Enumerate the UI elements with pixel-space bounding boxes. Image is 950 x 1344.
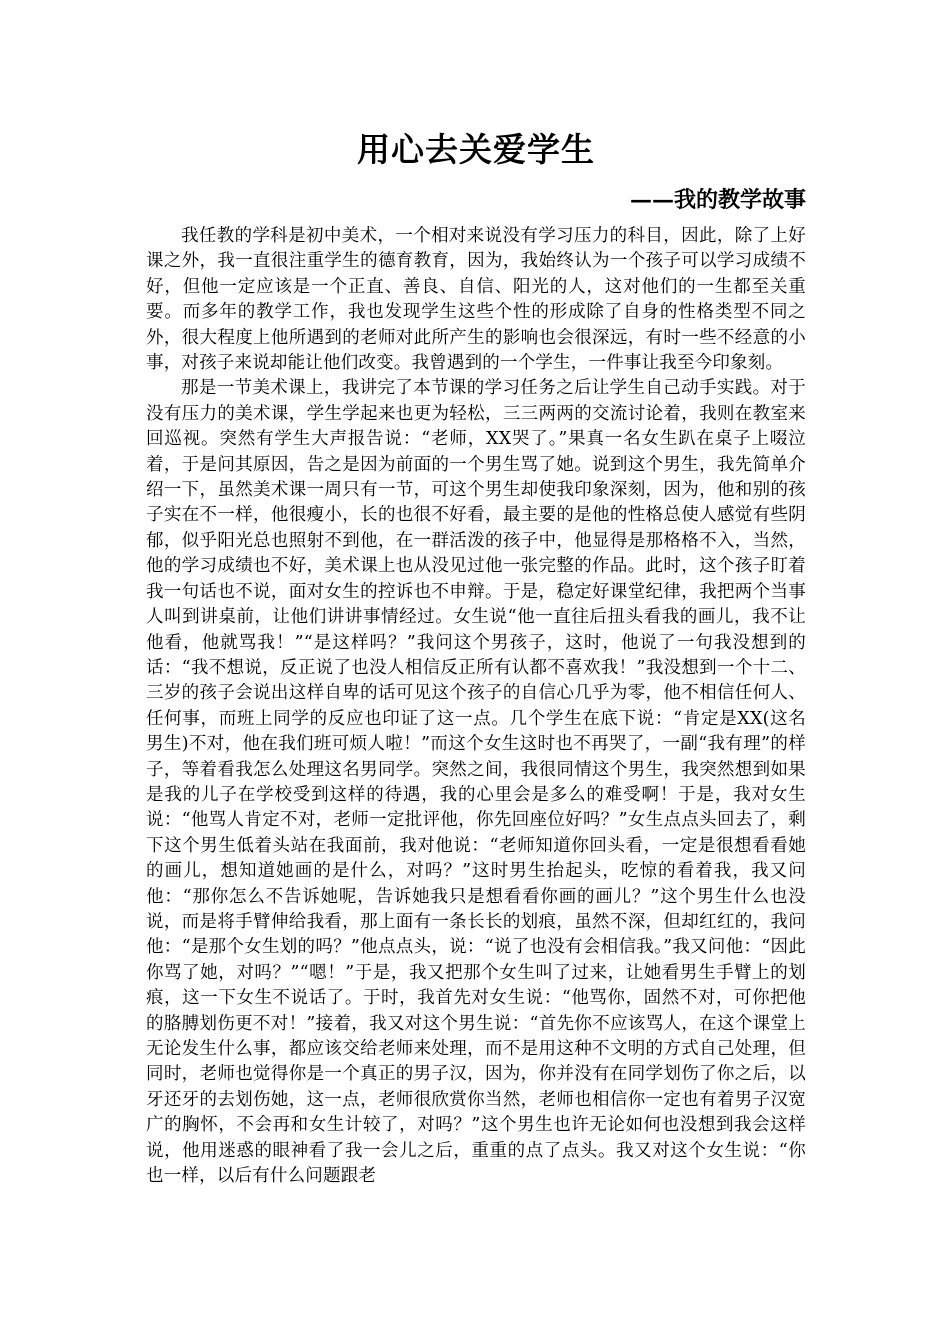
body-paragraph: 我任教的学科是初中美术，一个相对来说没有学习压力的科目，因此，除了上好课之外，我一直很注重学生的德育教育，因为，我始终认为一个孩子可以学习成绩不好，但他一定应该是一个正直、善良、自信、阳光的人，这对他们的一生都至关重要。而多年的教学工作，我也发现学生这些个性的形成除了自身的性格类型不同之外，很大程度上他所遇到的老师对此所产生的影响也会很深远，有时一些不经意的小事，对孩子来说却能让他们改变。我曾遇到的一个学生，一件事让我至今印象刻。: [146, 226, 806, 374]
document-subtitle: ——我的教学故事: [629, 187, 806, 213]
document-title: 用心去关爱学生: [357, 130, 595, 169]
body-paragraph: 那是一节美术课上，我讲完了本节课的学习任务之后让学生自己动手实践。对于没有压力的美术课，学生学起来也更为轻松，三三两两的交流讨论着，我则在教室来回巡视。突然有学生大声报告说：“老师，XX哭了。”果真一名女生趴在桌子上啜泣着，于是问其原因，告之是因为前面的一个男生骂了她。说到这个男生，我先简单介绍一下，虽然美术课一周只有一节，可这个男生却使我印象深刻，因为，他和别的孩子实在不一样，他很瘦小，长的也很不好看，最主要的是他的性格总使人感觉有些阴郁，似乎阳光总也照射不到他，在一群活泼的孩子中，他显得是那格格不入，当然，他的学习成绩也不好，美术课上也从没见过他一张完整的作品。此时，这个孩子盯着我一句话也不说，面对女生的控诉也不申辩。于是，稳定好课堂纪律，我把两个当事人叫到讲桌前，让他们讲讲事情经过。女生说“他一直往后扭头看我的画儿，我不让他看，他就骂我！”“是这样吗？”我问这个男孩子，这时，他说了一句我没想到的话：“我不想说，反正说了也没人相信反正所有认都不喜欢我！”我没想到一个十二、三岁的孩子会说出这样自卑的话可见这个孩子的自信心几乎为零，他不相信任何人、任何事，而班上同学的反应也印证了这一点。几个学生在底下说：“肯定是XX(这名男生)不对，他在我们班可烦人啦！”而这个女生这时也不再哭了，一副“我有理”的样子，等着看我怎么处理这名男同学。突然之间，我很同情这个男生，我突然想到如果是我的儿子在学校受到这样的待遇，我的心里会是多么的难受啊！于是，我对女生说：“他骂人肯定不对，老师一定批评他，你先回座位好吗？”女生点点头回去了，剩下这个男生低着头站在我面前，我对他说：“老师知道你回头看，一定是很想看看她的画儿，想知道她画的是什么，对吗？”这时男生抬起头，吃惊的看着我，我又问他：“那你怎么不告诉她呢，告诉她我只是想看看你画的画儿？”这个男生什么也没说，而是将手臂伸给我看，那上面有一条长长的划痕，虽然不深，但却红红的，我问他：“是那个女生划的吗？”他点点头，说：“说了也没有会相信我。”我又问他：“因此你骂了她，对吗？”“嗯！”于是，我又把那个女生叫了过来，让她看男生手臂上的划痕，这一下女生不说话了。于时，我首先对女生说：“他骂你，固然不对，可你把他的胳膊划伤更不对！”接着，我又对这个男生说：“首先你不应该骂人，在这个课堂上无论发生什么事，都应该交给老师来处理，而不是用这种不文明的方式自己处理，但同时，老师也觉得你是一个真正的男子汉，因为，你并没有在同学划伤了你之后，以牙还牙的去划伤她，这一点，老师很欣赏你当然，老师也相信你一定也有着男子汉宽广的胸怀，不会再和女生计较了，对吗？”这个男生也许无论如何也没想到我会这样说，他用迷惑的眼神看了我一会儿之后，重重的点了点头。我又对这个女生说：“你也一样，以后有什么问题跟老: [146, 378, 806, 1187]
document-body: [146, 224, 806, 1189]
